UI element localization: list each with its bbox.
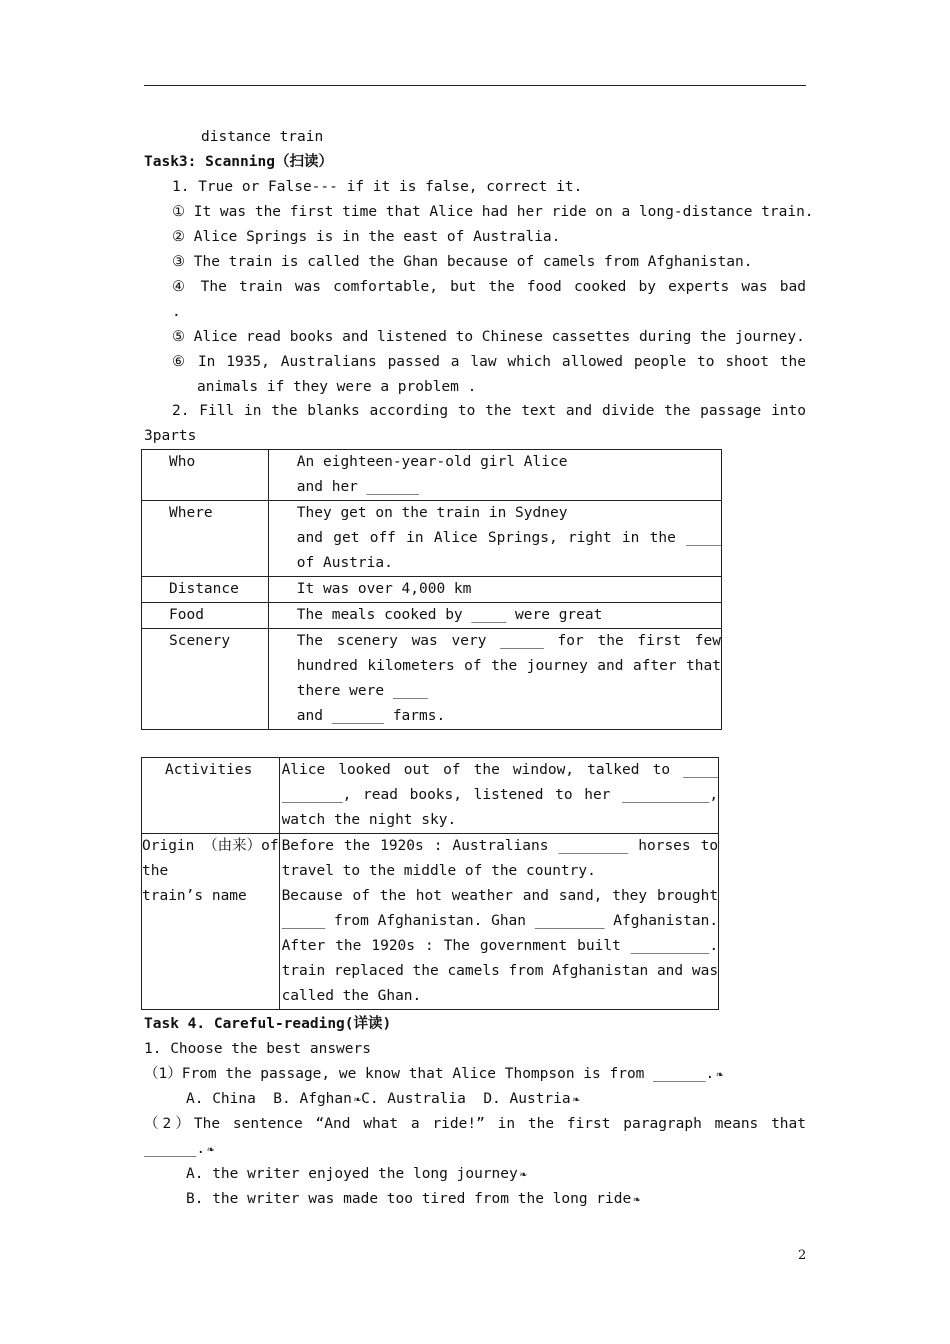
question-2-line2: ______. ❧ (144, 1141, 215, 1157)
cell-line: there were ____ (296, 683, 428, 699)
question-2-option-b: B. the writer was made too tired from the long ride ❧ (186, 1191, 641, 1207)
question-2-line1: （2）The sentence “And what a ride!” in the first paragraph means that (144, 1116, 806, 1132)
continuation-text: distance train (201, 129, 324, 145)
fleuron-icon: ❧ (572, 1092, 580, 1106)
question-1: （1）From the passage, we know that Alice Thompson is from ______. ❧ (144, 1066, 724, 1082)
table-row (142, 834, 719, 1010)
page-number: 2 (798, 1248, 807, 1263)
cell-line: Alice looked out of the window, talked to ____ (281, 762, 719, 778)
statement-1: ① It was the first time that Alice had her ride on a long-distance train. (172, 204, 814, 220)
cell-line: Before the 1920s : Australians ________ horses to (281, 838, 719, 854)
row-label-scenery: Scenery (169, 633, 231, 649)
task4-heading: Task 4. Careful-reading(详读) (144, 1016, 392, 1032)
cell-line: and her ______ (296, 479, 420, 495)
row-label-where: Where (169, 505, 213, 521)
table-row (142, 501, 722, 577)
info-table-1 (141, 449, 722, 730)
statement-6-cont: animals if they were a problem . (197, 379, 477, 395)
cell-line: The meals cooked by ____ were great (296, 607, 603, 623)
cell-line: After the 1920s : The government built _________. (281, 938, 719, 954)
statement-5: ⑤ Alice read books and listened to Chinese cassettes during the journey. (172, 329, 805, 345)
row-label-origin-cont: train’s name (142, 888, 247, 904)
task3-heading: Task3: Scanning（扫读） (144, 154, 333, 170)
row-label-origin-cont: the (142, 863, 169, 879)
table-row (142, 629, 722, 730)
table-row (142, 603, 722, 629)
cell-line: and ______ farms. (296, 708, 446, 724)
fleuron-icon: ❧ (519, 1167, 527, 1181)
statement-3: ③ The train is called the Ghan because of camels from Afghanistan. (172, 254, 753, 270)
row-label-who: Who (169, 454, 196, 470)
row-label-origin: Origin （由来）of (142, 838, 279, 854)
header-rule (144, 85, 806, 86)
cell-line: It was over 4,000 km (296, 581, 472, 597)
statement-6: ⑥ In 1935, Australians passed a law which allowed people to shoot the (172, 354, 806, 370)
cell-line: train replaced the camels from Afghanistan and was (281, 963, 719, 979)
cell-line: The scenery was very _____ for the first few (296, 633, 721, 649)
info-table-2 (141, 757, 719, 1010)
fleuron-icon: ❧ (353, 1092, 362, 1106)
task3-q2-line1: 2. Fill in the blanks according to the text and divide the passage into (172, 403, 806, 419)
row-label-distance: Distance (169, 581, 239, 597)
task4-q1-intro: 1. Choose the best answers (144, 1041, 371, 1057)
task3-q1-intro: 1. True or False--- if it is false, correct it. (172, 179, 583, 195)
table-row (142, 450, 722, 501)
statement-4-end: . (172, 304, 181, 320)
table-row (142, 577, 722, 603)
fleuron-icon: ❧ (207, 1142, 215, 1156)
question-1-options: A. China B. Afghan ❧C. Australia D. Austria ❧ (186, 1091, 580, 1107)
row-label-food: Food (169, 607, 204, 623)
cell-line: An eighteen-year-old girl Alice (296, 454, 568, 470)
cell-line: Because of the hot weather and sand, they brought (281, 888, 719, 904)
question-2-option-a: A. the writer enjoyed the long journey ❧ (186, 1166, 527, 1182)
cell-line: hundred kilometers of the journey and after that (296, 658, 721, 674)
row-label-activities: Activities (165, 762, 253, 778)
cell-line: They get on the train in Sydney (296, 505, 568, 521)
cell-line: and get off in Alice Springs, right in the ____ (296, 530, 721, 546)
table-row (142, 758, 719, 834)
cell-line: of Austria. (296, 555, 393, 571)
cell-line: watch the night sky. (281, 812, 457, 828)
cell-line: travel to the middle of the country. (281, 863, 596, 879)
fleuron-icon: ❧ (716, 1067, 724, 1081)
task3-q2-line2: 3parts (144, 428, 197, 444)
fleuron-icon: ❧ (633, 1192, 641, 1206)
cell-line: _______, read books, listened to her __________, (281, 787, 719, 803)
statement-2: ② Alice Springs is in the east of Australia. (172, 229, 561, 245)
cell-line: called the Ghan. (281, 988, 422, 1004)
statement-4: ④ The train was comfortable, but the food cooked by experts was bad (172, 279, 806, 295)
cell-line: _____ from Afghanistan. Ghan ________ Afghanistan. (281, 913, 719, 929)
